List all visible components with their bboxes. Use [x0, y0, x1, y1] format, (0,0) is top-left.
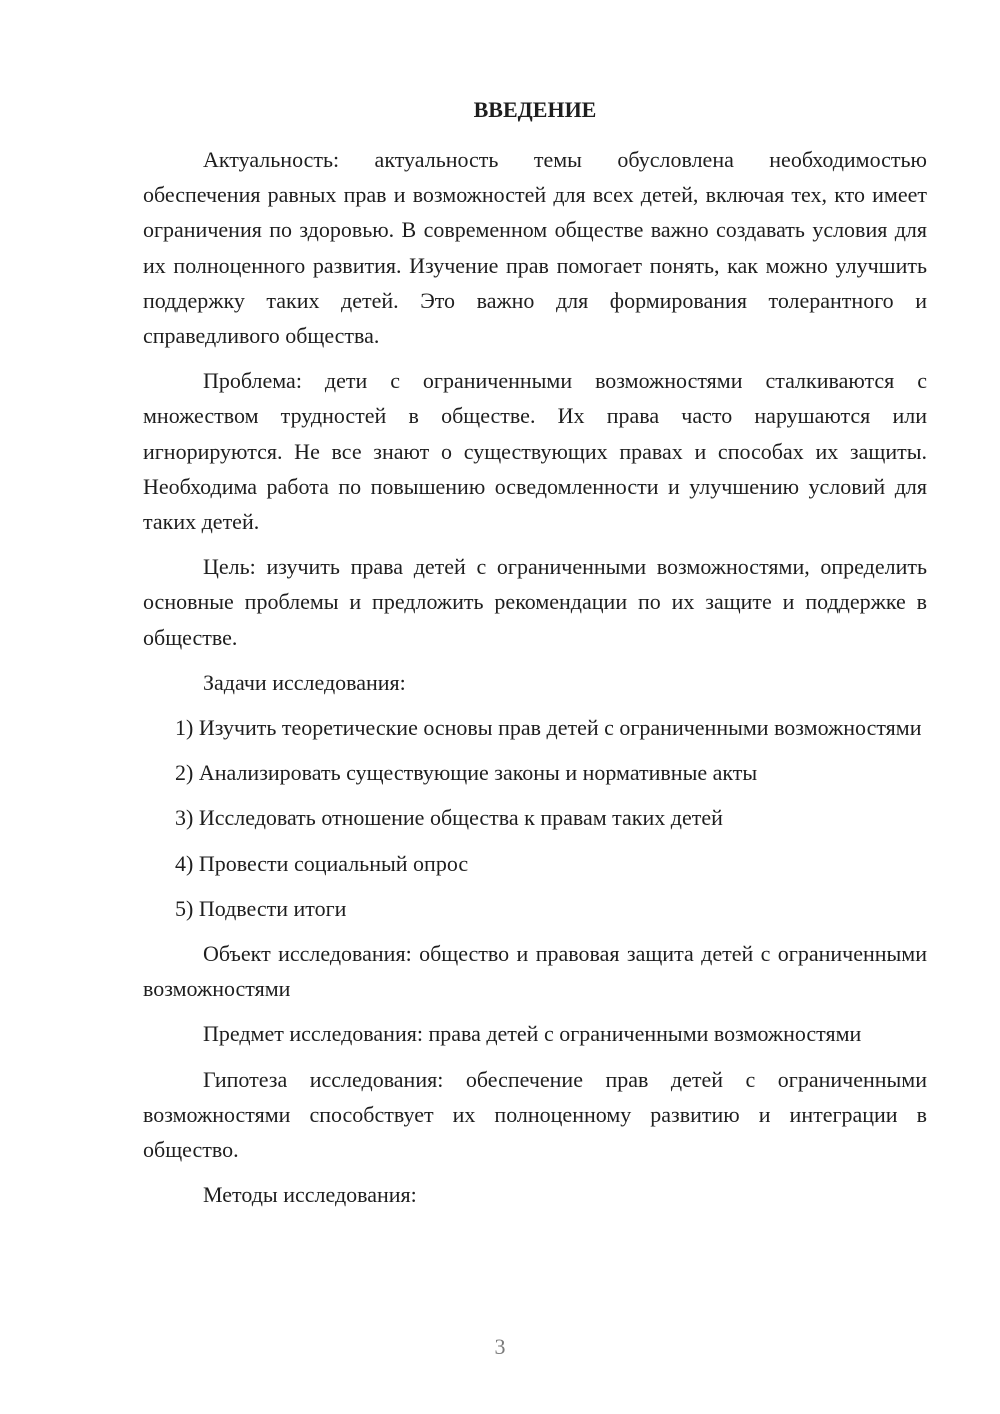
task-item-1: 1) Изучить теоретические основы прав детей с ограниченными возможностями [175, 715, 922, 741]
relevance-paragraph: Актуальность: актуальность темы обусловлена необходимостью обеспечения равных прав и возможностей для всех детей, включая тех, кто имеет ограничения по здоровью. В современном обществе важно создавать условия для их полноценного развития. Изучение прав помогает понять, как можно улучшить поддержку таких детей. Это важно для формирования толерантного и справедливого общества. [143, 147, 927, 349]
page-number: 3 [494, 1334, 506, 1359]
task-item-2: 2) Анализировать существующие законы и нормативные акты [175, 760, 758, 786]
tasks-title: Задачи исследования: [203, 669, 406, 695]
object-paragraph: Объект исследования: общество и правовая защита детей с ограниченными возможностями [143, 941, 927, 1002]
page-content [143, 92, 927, 1222]
problem-paragraph: Проблема: дети с ограниченными возможностями сталкиваются с множеством трудностей в обществе. Их права часто нарушаются или игнорируются. Не все знают о существующих правах и способах их защиты. Необходима работа по повышению осведомленности и улучшению условий для таких детей. [143, 368, 927, 535]
methods-title: Методы исследования: [203, 1182, 417, 1208]
task-item-4: 4) Провести социальный опрос [175, 850, 469, 876]
subject-paragraph: Предмет исследования: права детей с ограниченными возможностями [203, 1021, 862, 1047]
hypothesis-paragraph: Гипотеза исследования: обеспечение прав детей с ограниченными возможностями способствует их полноценному развитию и интеграции в общество. [143, 1066, 927, 1163]
task-item-5: 5) Подвести итоги [175, 895, 347, 921]
task-item-3: 3) Исследовать отношение общества к правам таких детей [175, 805, 723, 831]
section-heading: ВВЕДЕНИЕ [473, 97, 597, 122]
goal-paragraph: Цель: изучить права детей с ограниченными возможностями, определить основные проблемы и предложить рекомендации по их защите и поддержке в обществе. [143, 554, 927, 650]
